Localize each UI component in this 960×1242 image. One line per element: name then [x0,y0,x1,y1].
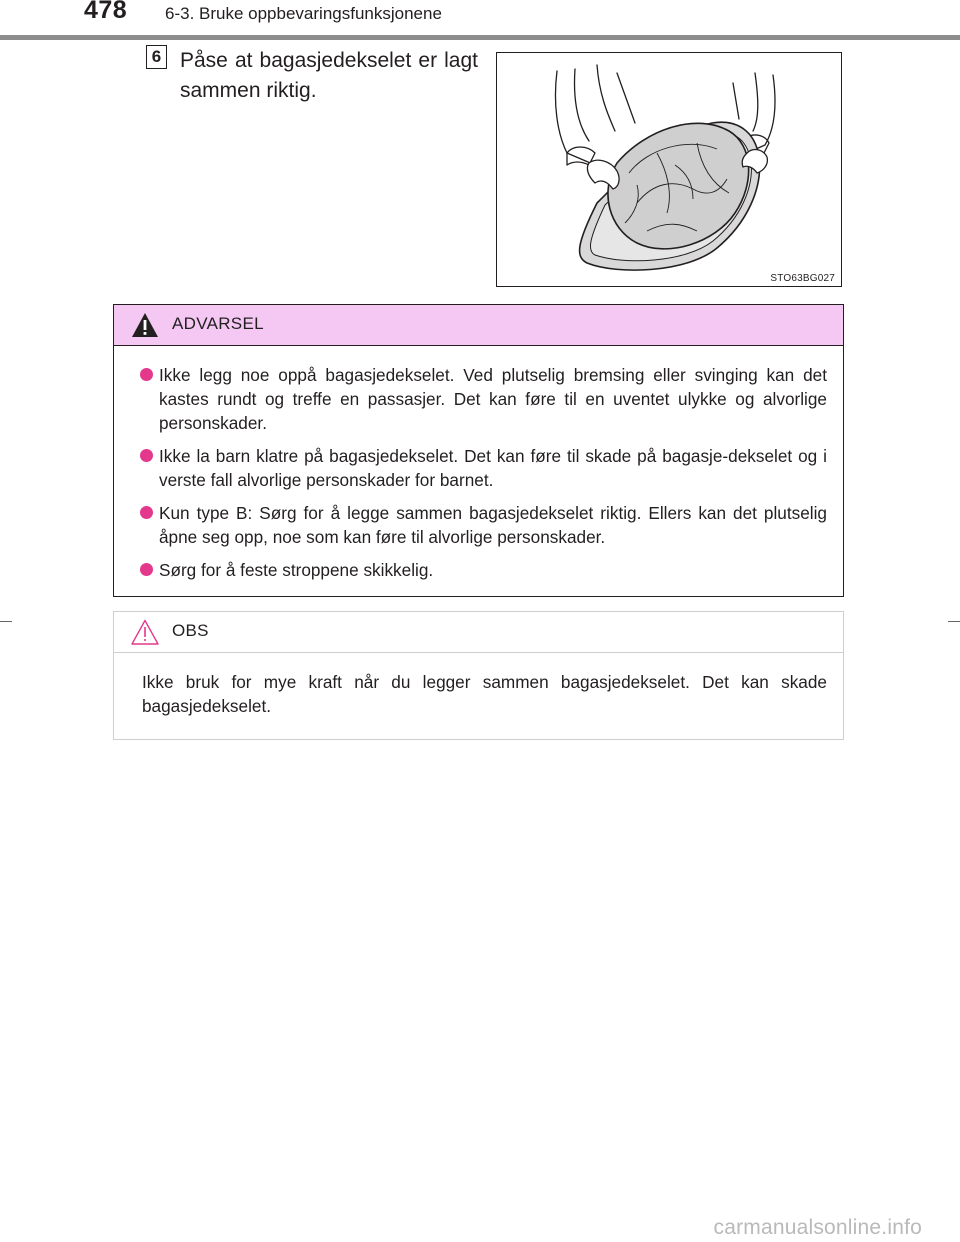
warning-item-text: Ikke la barn klatre på bagasjedekselet. Det kan føre til skade på bagasje-dekselet og i verste fall alvorlige personskader for barnet. [159,446,827,490]
warning-item [138,558,827,582]
notice-title: OBS [172,621,209,640]
crop-mark-right [948,621,960,622]
bullet-dot-icon [140,449,153,462]
header-rule [0,35,960,40]
bullet-dot-icon [140,368,153,381]
warning-triangle-icon [130,311,160,339]
watermark: carmanualsonline.info [713,1216,922,1239]
warning-item [138,363,827,435]
crop-mark-left [0,621,12,622]
notice-box [113,611,844,740]
bullet-dot-icon [140,563,153,576]
illustration-figure [496,52,842,287]
warning-item-text: Sørg for å feste stroppene skikkelig. [159,560,434,580]
warning-item-text: Kun type B: Sørg for å legge sammen bagasjedekselet riktig. Ellers kan det plutselig åpne seg opp, noe som kan føre til alvorlige personskader. [159,503,827,547]
folded-cover-illustration [497,53,842,287]
bullet-dot-icon [140,506,153,519]
step-number-badge: 6 [146,45,167,69]
section-title: 6-3. Bruke oppbevaringsfunksjonene [165,4,442,23]
page-number: 478 [84,0,128,24]
figure-code: STO63BG027 [770,273,835,284]
notice-text: Ikke bruk for mye kraft når du legger sammen bagasjedekselet. Det kan skade bagasjedekselet. [142,672,827,716]
warning-title: ADVARSEL [172,314,264,333]
notice-header [114,612,843,653]
warning-header [114,305,843,346]
step-instruction: Påse at bagasjedekselet er lagt sammen riktig. [180,49,478,102]
warning-item [138,501,827,549]
warning-list [114,346,843,582]
warning-box [113,304,844,597]
caution-outline-triangle-icon [130,618,160,646]
warning-item-text: Ikke legg noe oppå bagasjedekselet. Ved plutselig bremsing eller svinging kan det kastes rundt og treffe en passasjer. Det kan føre til en uventet ulykke og alvorlige personskader. [159,365,827,433]
warning-item [138,444,827,492]
